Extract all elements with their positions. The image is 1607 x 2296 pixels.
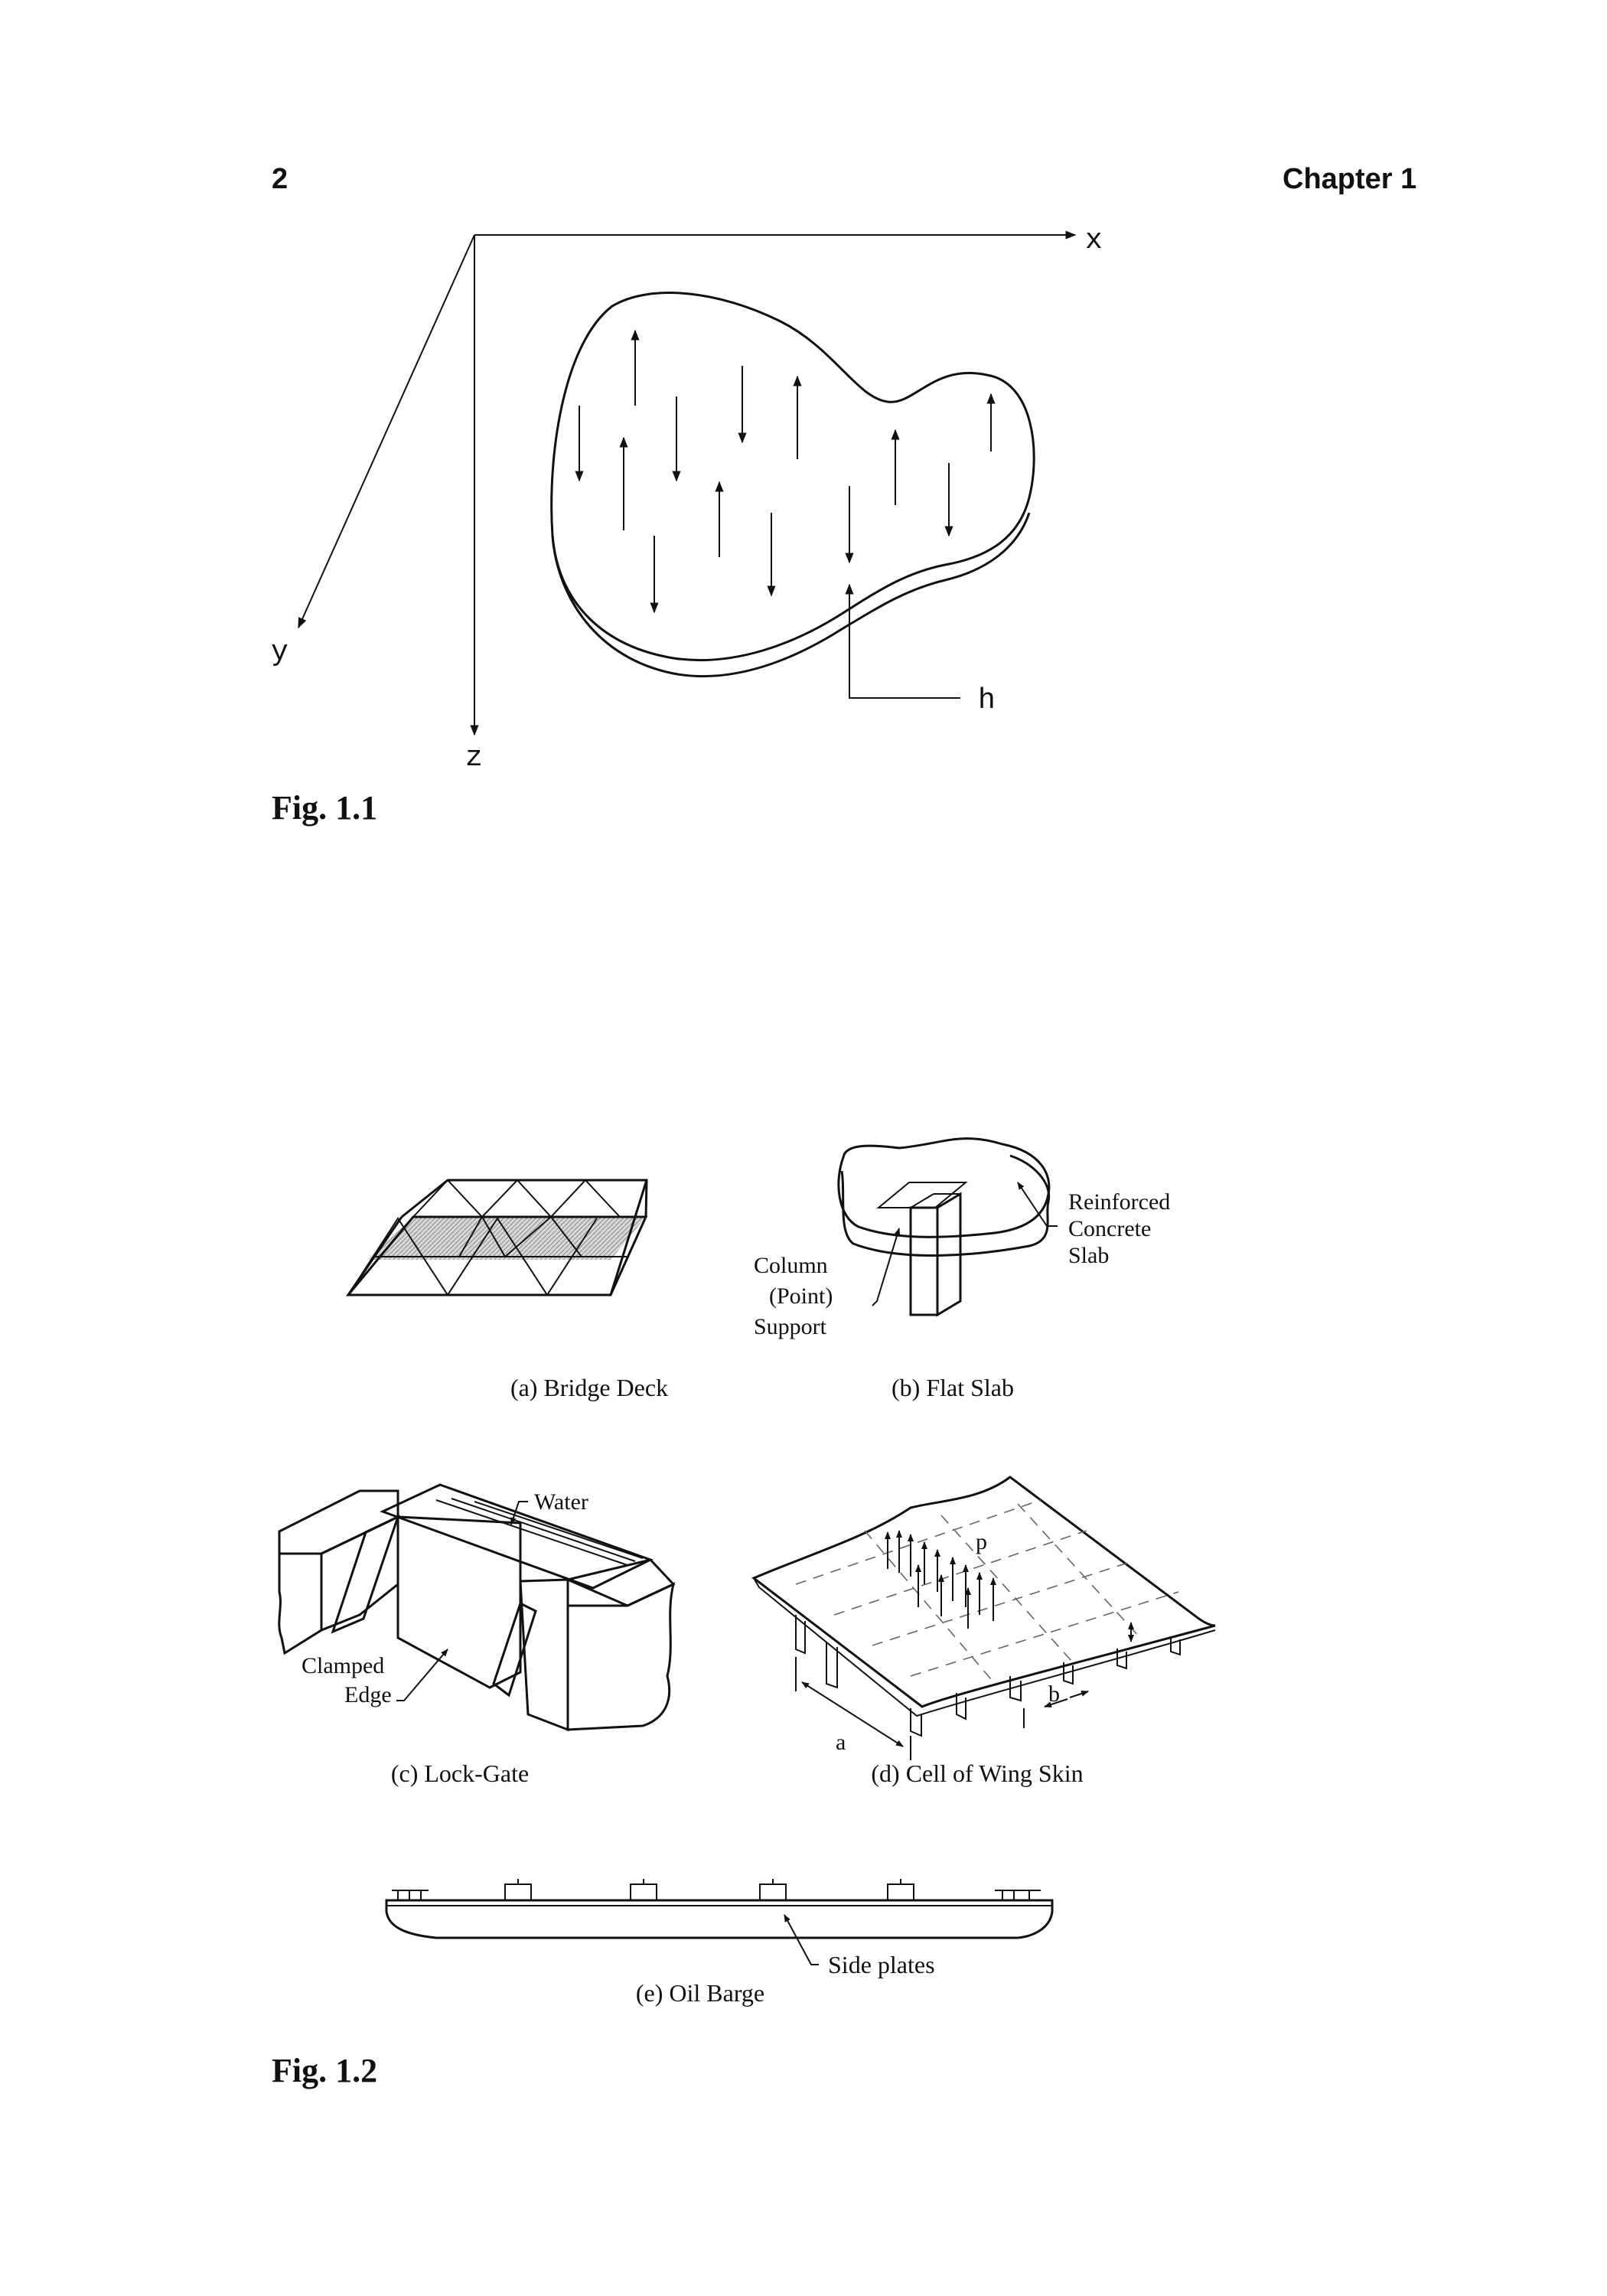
dim-b-label: b xyxy=(1048,1681,1060,1707)
thickness-leader xyxy=(849,689,960,698)
dim-a-label: a xyxy=(836,1730,846,1755)
caption-wing-skin: (d) Cell of Wing Skin xyxy=(871,1760,1084,1787)
lock-gate-drawing xyxy=(279,1485,673,1730)
pressure-label: p xyxy=(976,1529,987,1554)
side-plates-label: Side plates xyxy=(828,1951,935,1978)
load-arrows xyxy=(579,331,991,612)
fig-1-1-caption: Fig. 1.1 xyxy=(272,789,378,827)
y-axis-label: y xyxy=(271,636,288,669)
clamped-edge-line-1: Clamped xyxy=(302,1653,385,1678)
support-label-line-3: Support xyxy=(754,1314,827,1339)
caption-lock-gate: (c) Lock-Gate xyxy=(390,1760,530,1787)
support-label-line-1: Column xyxy=(754,1253,828,1278)
fig-1-1-diagram xyxy=(271,224,1103,775)
page-number: 2 xyxy=(272,163,288,195)
z-axis-label: z xyxy=(465,742,483,775)
slab-label-line-1: Reinforced xyxy=(1068,1189,1171,1215)
flat-slab-drawing xyxy=(839,1139,1058,1315)
slab-label-line-2: Concrete xyxy=(1068,1216,1152,1241)
support-label-line-2: (Point) xyxy=(769,1283,833,1309)
fig-1-2-caption: Fig. 1.2 xyxy=(272,2052,378,2089)
water-label: Water xyxy=(534,1489,588,1515)
chapter-heading: Chapter 1 xyxy=(1283,163,1417,195)
caption-flat-slab: (b) Flat Slab xyxy=(892,1374,1014,1401)
y-axis-line xyxy=(298,235,474,628)
caption-bridge-deck: (a) Bridge Deck xyxy=(510,1374,669,1401)
clamped-edge-line-2: Edge xyxy=(344,1682,392,1707)
wing-skin-drawing xyxy=(754,1477,1215,1760)
slab-label-line-3: Slab xyxy=(1068,1243,1110,1268)
bridge-deck-drawing xyxy=(348,1180,647,1295)
oil-barge-drawing xyxy=(386,1879,1052,1965)
x-axis-label: x xyxy=(1085,224,1103,257)
caption-oil-barge: (e) Oil Barge xyxy=(635,1979,765,2007)
thickness-label: h xyxy=(978,684,996,717)
plate-bottom-edge xyxy=(553,513,1029,677)
